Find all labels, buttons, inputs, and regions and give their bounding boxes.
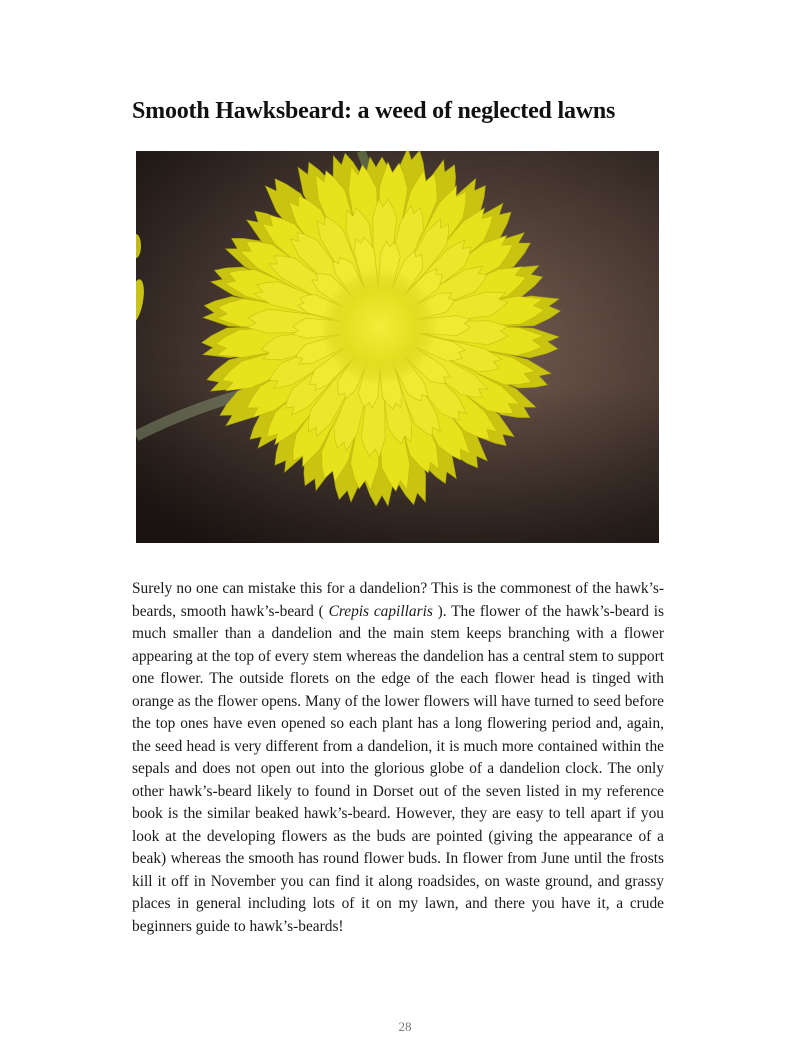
page-number: 28 xyxy=(398,1019,412,1034)
flower-center xyxy=(321,269,437,385)
paragraph-part2: ). The flower of the hawk’s-beard is much smaller than a dandelion and the main stem keeps branching with a flower appearing at the top of every stem whereas the dandelion has a central stem to support one flower. The outside florets on the edge of the each flower head is tinged with orange as the flower opens. Many of the lower flowers will have turned to seed before the top ones have even opened so each plant has a long flowering period and, again, the seed head is very different from a dandelion, it is much more contained within the sepals and does not open out into the glorious globe of a dandelion clock. The only other hawk’s-beard likely to found in Dorset out of the seven listed in my reference book is the similar beaked hawk’s-beard. However, they are easy to tell apart if you look at the developing flowers as the buds are pointed (giving the appearance of a beak) whereas the smooth has round flower buds. In flower from June until the frosts kill it off in November you can find it along roadsides, on waste ground, and grassy places in general including lots of it on my lawn, and there you have it, a crude beginners guide to hawk’s-beards! xyxy=(132,602,664,935)
flower-photo xyxy=(136,151,659,543)
species-name: Crepis capillaris xyxy=(328,602,433,620)
hawksbeard-flower-image xyxy=(136,151,659,543)
paragraph-part1: Surely no one can mistake this for a dandelion? This is the commonest of the hawk’s-beards, smooth hawk’s-beard ( xyxy=(132,580,664,620)
body-paragraph xyxy=(132,578,664,938)
page-title: Smooth Hawksbeard: a weed of neglected lawns xyxy=(132,98,616,124)
